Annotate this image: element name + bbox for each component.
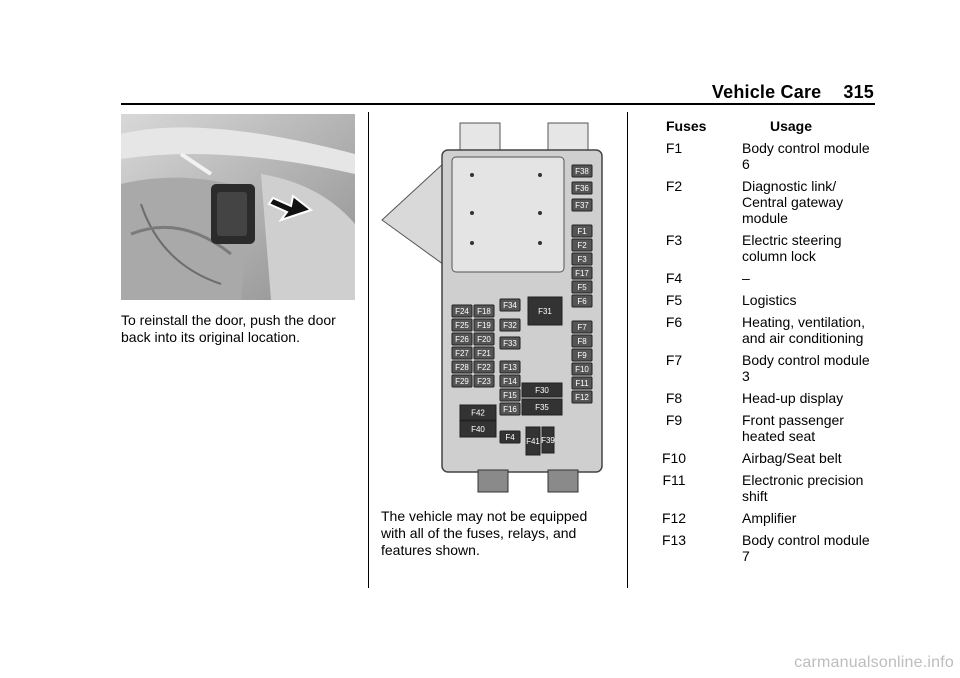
table-row: [634, 314, 874, 346]
table-row: [634, 532, 874, 564]
fuse-label: F39: [541, 436, 555, 445]
table-row: [634, 510, 874, 526]
fuse-id: F6: [665, 314, 683, 330]
fuse-label: F2: [577, 241, 587, 250]
fuse-usage: Amplifier: [742, 510, 797, 526]
fuse-label: F1: [577, 227, 587, 236]
reinstall-instruction: To reinstall the door, push the door back into its original location.: [121, 312, 336, 345]
fuse-label: F18: [477, 307, 491, 316]
table-header: [634, 118, 874, 134]
fuse-label: F29: [455, 377, 469, 386]
fuse-label: F38: [575, 167, 589, 176]
fuse-label: F42: [471, 408, 485, 418]
fuse-id: F12: [661, 510, 687, 526]
fuse-usage-table: [634, 118, 874, 570]
fuse-label: F25: [455, 321, 469, 330]
fuse-usage: Front passenger heated seat: [742, 412, 844, 444]
fuse-label: F41: [526, 437, 540, 446]
column-divider-left: [368, 112, 369, 588]
table-row: [634, 412, 874, 444]
table-row: [634, 450, 874, 466]
table-row: [634, 390, 874, 406]
fuse-label: F21: [477, 349, 491, 358]
fuse-id: F11: [662, 472, 686, 488]
fuse-usage: Airbag/Seat belt: [742, 450, 842, 466]
table-row: [634, 352, 874, 384]
fuse-label: F16: [503, 405, 517, 414]
table-row: [634, 472, 874, 504]
fuse-label: F37: [575, 201, 589, 210]
fuse-label: F35: [535, 403, 549, 412]
fuse-label: F15: [503, 391, 517, 400]
fuse-id: F8: [665, 390, 683, 406]
fuse-label: F26: [455, 335, 469, 344]
fuse-label: F19: [477, 321, 491, 330]
fuse-id: F2: [665, 178, 683, 194]
fuse-id: F3: [665, 232, 683, 248]
col-header-fuses: Fuses: [666, 118, 707, 134]
fuse-id: F4: [665, 270, 683, 286]
fuse-door-photo: [121, 114, 355, 300]
fuse-label: F20: [477, 335, 491, 344]
fuse-usage: Logistics: [742, 292, 797, 308]
fuse-label: F27: [455, 349, 469, 358]
fuse-label: F23: [477, 377, 491, 386]
fuse-label: F11: [575, 379, 589, 388]
fuse-label: F36: [575, 184, 589, 193]
fuse-usage: Body control module 3: [742, 352, 870, 384]
fuse-label: F6: [577, 297, 587, 306]
table-row: [634, 270, 874, 286]
fuse-id: F10: [661, 450, 687, 466]
page-header: [712, 82, 874, 103]
fuse-label: F14: [503, 377, 517, 386]
fuse-label: F24: [455, 307, 469, 316]
col-header-usage: Usage: [770, 118, 813, 134]
fuse-id: F13: [661, 532, 687, 548]
column-divider-right: [627, 112, 628, 588]
fuse-usage: Body control module 7: [742, 532, 870, 564]
fuse-usage: –: [742, 270, 750, 286]
equipment-note: The vehicle may not be equipped with all of the fuses, relays, and features shown.: [381, 508, 588, 558]
fuse-label: F12: [575, 393, 589, 402]
fuse-label: F30: [535, 386, 549, 395]
fuse-label: F8: [577, 337, 587, 346]
fuse-usage: Diagnostic link/ Central gateway module: [742, 178, 844, 226]
fuse-id: F1: [665, 140, 683, 156]
table-row: [634, 232, 874, 264]
fuse-label: F5: [577, 283, 587, 292]
fuse-id: F7: [665, 352, 683, 368]
fuse-label: F3: [577, 255, 587, 264]
fuse-label: F33: [503, 339, 517, 348]
table-row: [634, 178, 874, 226]
fuse-label: F28: [455, 363, 469, 372]
fuse-block-diagram: [380, 115, 612, 497]
fuse-label: F4: [505, 433, 515, 442]
fuse-usage: Body control module 6: [742, 140, 870, 172]
section-title: Vehicle Care: [711, 82, 822, 102]
fuse-label: F22: [477, 363, 491, 372]
fuse-label: F10: [575, 365, 589, 374]
table-row: [634, 140, 874, 172]
fuse-label: F31: [538, 307, 552, 316]
fuse-usage: Heating, ventilation, and air conditioning: [742, 314, 865, 346]
table-row: [634, 292, 874, 308]
header-rule: [121, 103, 875, 105]
fuse-label: F7: [577, 323, 587, 332]
watermark: carmanualsonline.info: [794, 654, 954, 671]
fuse-usage: Electric steering column lock: [742, 232, 842, 264]
fuse-id: F9: [665, 412, 683, 428]
fuse-label: F34: [503, 301, 517, 310]
page-number: 315: [843, 82, 874, 102]
table-body: [634, 140, 874, 564]
fuse-label: F32: [503, 321, 517, 330]
fuse-label: F40: [471, 425, 485, 434]
fuse-id: F5: [665, 292, 683, 308]
fuse-label: F17: [575, 269, 589, 278]
fuse-usage: Electronic precision shift: [742, 472, 864, 504]
fuse-label: F13: [503, 363, 517, 372]
fuse-label: F9: [577, 351, 587, 360]
fuse-usage: Head-up display: [742, 390, 844, 406]
